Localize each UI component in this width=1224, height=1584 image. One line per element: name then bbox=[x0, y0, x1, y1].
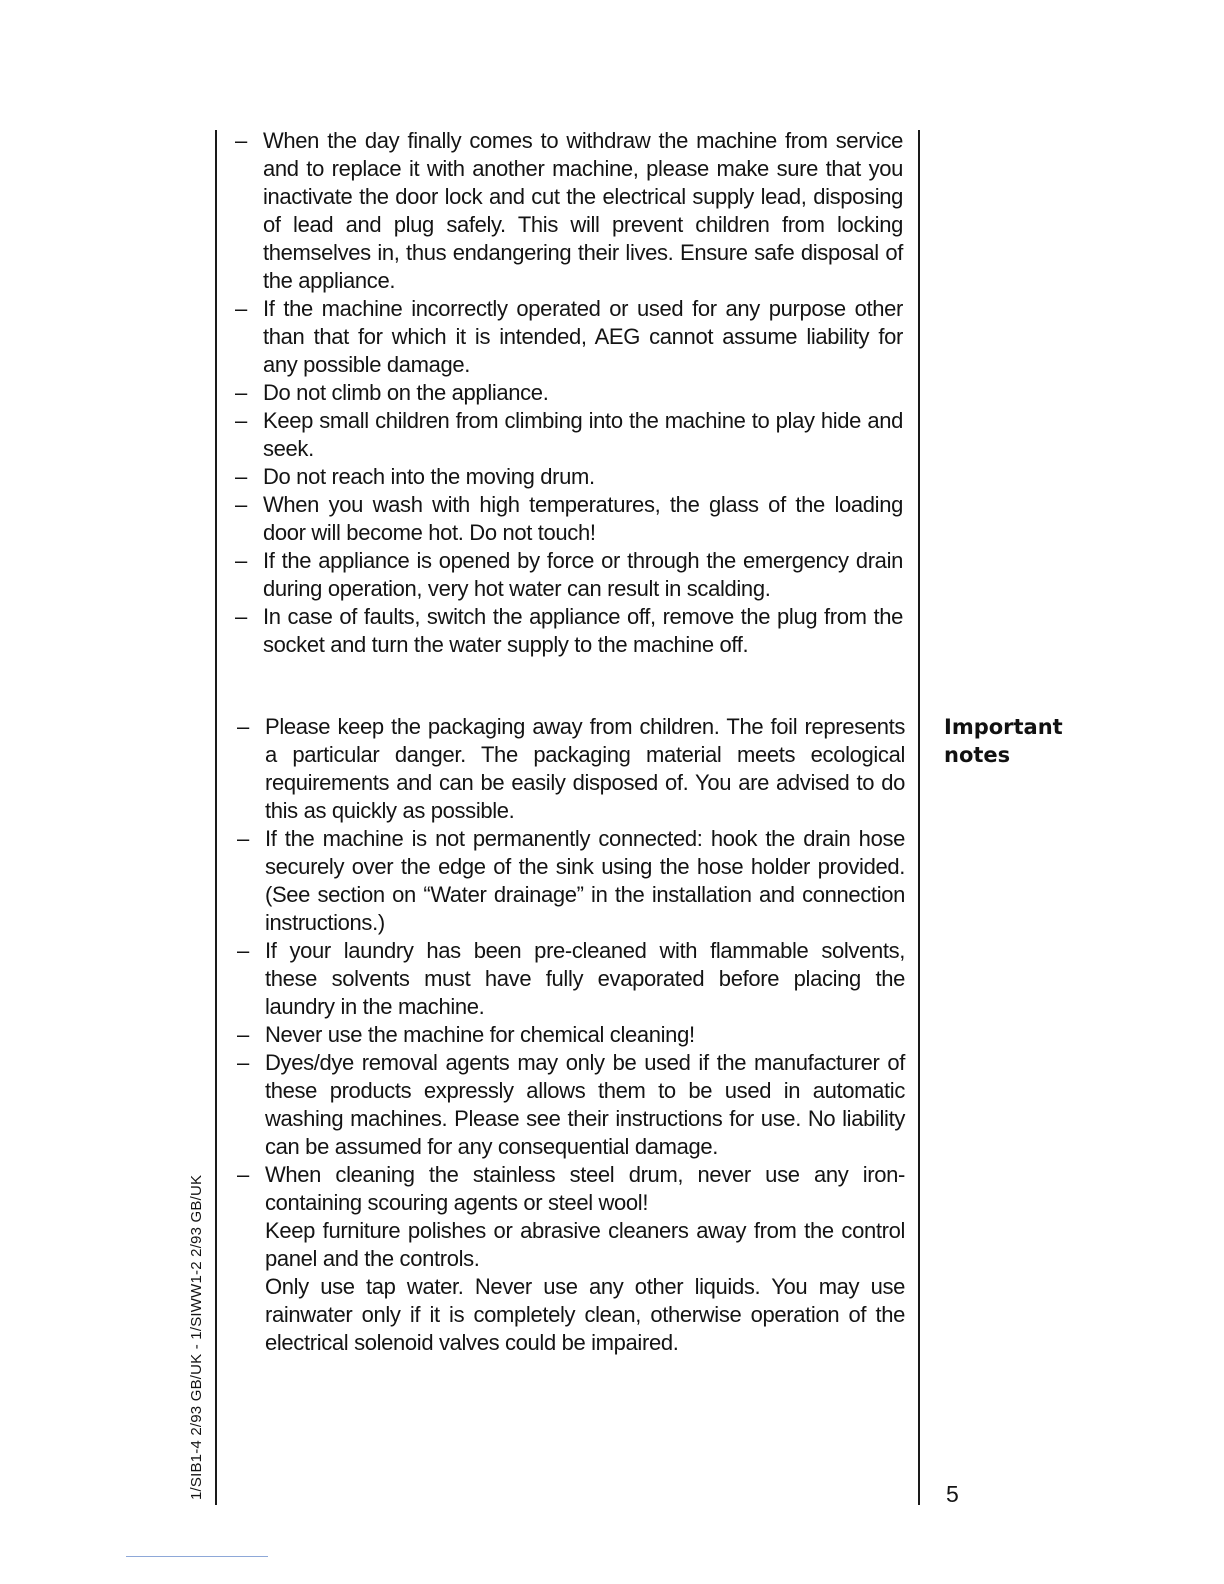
bullet-dash: – bbox=[235, 296, 247, 321]
list-item bbox=[237, 825, 905, 937]
list-item bbox=[235, 379, 903, 407]
section-heading-line-1: Important bbox=[944, 715, 1063, 739]
list-item bbox=[235, 463, 903, 491]
list-item-text: If the machine incorrectly operated or used for any purpose other than that for which it is intended, AEG cannot assume liability for any possible damage. bbox=[263, 296, 903, 377]
bullet-dash: – bbox=[237, 1050, 249, 1075]
list-item-text: Never use the machine for chemical cleaning! bbox=[265, 1022, 695, 1047]
bullet-dash: – bbox=[235, 548, 247, 573]
right-margin-rule bbox=[918, 130, 920, 1505]
bullet-dash: – bbox=[235, 408, 247, 433]
list-item-text: When cleaning the stainless steel drum, never use any iron-containing scouring agents or steel wool! bbox=[265, 1162, 905, 1215]
list-item bbox=[235, 603, 903, 659]
list-item-text: Do not climb on the appliance. bbox=[263, 380, 549, 405]
list-item-text: When the day finally comes to withdraw the machine from service and to replace it with another machine, please make sure that you inactivate the door lock and cut the electrical supply lead, disposing of lead and plug safely. This will prevent children from locking themselves in, thus endangering their lives. Ensure safe disposal of the appliance. bbox=[263, 128, 903, 293]
list-item-text: Keep small children from climbing into the machine to play hide and seek. bbox=[263, 408, 903, 461]
list-item-text: If your laundry has been pre-cleaned with flammable solvents, these solvents must have fully evaporated before placing the laundry in the machine. bbox=[265, 938, 905, 1019]
list-item bbox=[237, 937, 905, 1021]
safety-list-important-notes bbox=[237, 713, 905, 1357]
bullet-dash: – bbox=[235, 380, 247, 405]
list-item bbox=[235, 491, 903, 547]
list-item-text: Keep furniture polishes or abrasive cleaners away from the control panel and the controls. bbox=[265, 1218, 905, 1271]
bullet-dash: – bbox=[235, 128, 247, 153]
bullet-dash: – bbox=[237, 714, 249, 739]
bullet-dash: – bbox=[235, 464, 247, 489]
bullet-dash: – bbox=[237, 1162, 249, 1187]
list-item bbox=[237, 1049, 905, 1161]
list-item bbox=[235, 407, 903, 463]
page-number: 5 bbox=[946, 1481, 959, 1507]
bullet-dash: – bbox=[235, 604, 247, 629]
bullet-dash: – bbox=[235, 492, 247, 517]
list-item-text: Please keep the packaging away from children. The foil represents a particular danger. The packaging material meets ecological requirements and can be easily disposed of. You are advised to do this as quickly as possible. bbox=[265, 714, 905, 823]
safety-list-disposal bbox=[235, 127, 903, 659]
list-item-text: If the appliance is opened by force or through the emergency drain during operation, very hot water can result in scalding. bbox=[263, 548, 903, 601]
bullet-dash: – bbox=[237, 938, 249, 963]
list-item-text: Only use tap water. Never use any other liquids. You may use rainwater only if it is completely clean, otherwise operation of the electrical solenoid valves could be impaired. bbox=[265, 1274, 905, 1355]
list-item-text: Do not reach into the moving drum. bbox=[263, 464, 595, 489]
list-item-text: When you wash with high temperatures, the glass of the loading door will become hot. Do not touch! bbox=[263, 492, 903, 545]
left-margin-rule bbox=[215, 130, 217, 1505]
list-item-text: In case of faults, switch the appliance off, remove the plug from the socket and turn the water supply to the machine off. bbox=[263, 604, 903, 657]
bullet-dash: – bbox=[237, 826, 249, 851]
document-code: 1/SIB1-4 2/93 GB/UK - 1/SIWW1-2 2/93 GB/UK bbox=[188, 1174, 205, 1500]
list-item-text: Dyes/dye removal agents may only be used if the manufacturer of these products expressly allows them to be used in automatic washing machines. Please see their instructions for use. No liability can be assumed for any consequential damage. bbox=[265, 1050, 905, 1159]
bullet-dash: – bbox=[237, 1022, 249, 1047]
list-item-text: If the machine is not permanently connected: hook the drain hose securely over the edge of the sink using the hose holder provided. (See section on “Water drainage” in the installation and connection instructions.) bbox=[265, 826, 905, 935]
list-item bbox=[237, 713, 905, 825]
list-item bbox=[237, 1161, 905, 1357]
section-heading-important-notes bbox=[944, 713, 1144, 769]
list-item bbox=[235, 295, 903, 379]
section-heading-line-2: notes bbox=[944, 743, 1011, 767]
list-item bbox=[235, 127, 903, 295]
bottom-divider bbox=[126, 1556, 268, 1557]
list-item bbox=[237, 1021, 905, 1049]
list-item bbox=[235, 547, 903, 603]
